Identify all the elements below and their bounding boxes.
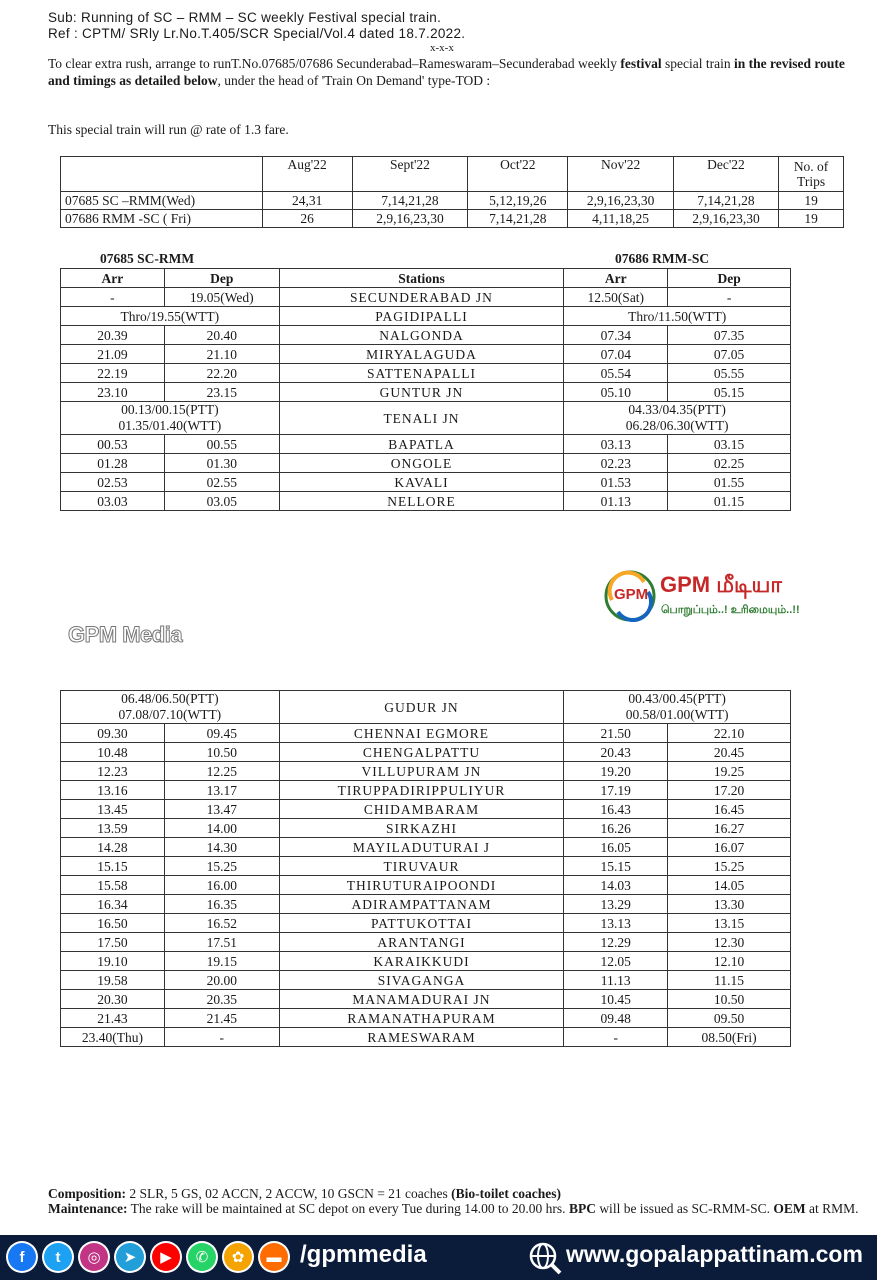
- arr-time-up: 21.50: [564, 724, 668, 743]
- arr-time-up: 15.15: [564, 857, 668, 876]
- station-name: KAVALI: [279, 473, 564, 492]
- dep-time-down: 14.30: [164, 838, 279, 857]
- dep-time-up: -: [668, 288, 791, 307]
- merged-time: 01.35/01.40(WTT): [118, 418, 222, 433]
- station-name: GUNTUR JN: [279, 383, 564, 402]
- timetable-row: [61, 435, 791, 454]
- maintenance-text2: will be issued as SC-RMM-SC.: [595, 1201, 774, 1216]
- footer-website[interactable]: www.gopalappattinam.com: [566, 1241, 863, 1267]
- dep-time-up: 15.25: [668, 857, 791, 876]
- col-arr: Arr: [564, 269, 668, 288]
- timetable-row: [61, 364, 791, 383]
- instagram-icon[interactable]: ◎: [80, 1243, 108, 1271]
- dep-time-up: 12.30: [668, 933, 791, 952]
- arr-time-down: 15.15: [61, 857, 165, 876]
- arr-time-down: 14.28: [61, 838, 165, 857]
- timetable-header-row: [61, 269, 791, 288]
- composition-label: Composition:: [48, 1186, 127, 1201]
- merged-time: 06.28/06.30(WTT): [625, 418, 729, 433]
- dep-time-up: 05.15: [668, 383, 791, 402]
- gpm-logo-letters: GPM: [614, 586, 649, 603]
- composition-text: 2 SLR, 5 GS, 02 ACCN, 2 ACCW, 10 GSCN = 21 coaches: [126, 1186, 452, 1201]
- arr-time-down: 13.59: [61, 819, 165, 838]
- station-name: GUDUR JN: [279, 691, 564, 724]
- col-dep: Dep: [668, 269, 791, 288]
- dep-time-down: 16.52: [164, 914, 279, 933]
- maintenance-oem: OEM: [773, 1201, 806, 1216]
- arr-time-down: 19.10: [61, 952, 165, 971]
- station-name: CHENGALPATTU: [279, 743, 564, 762]
- merged-time: 00.58/01.00(WTT): [625, 707, 729, 722]
- merged-time: 06.48/06.50(PTT): [121, 691, 219, 706]
- arr-time-down: 20.30: [61, 990, 165, 1009]
- train-label-up: 07686 RMM-SC: [615, 251, 710, 266]
- dep-time-up: 20.45: [668, 743, 791, 762]
- dep-time-down: 19.05(Wed): [164, 288, 279, 307]
- timetable-row: [61, 971, 791, 990]
- merged-time-cell: [61, 307, 280, 326]
- timetable-row: [61, 952, 791, 971]
- arr-time-down: 15.58: [61, 876, 165, 895]
- dep-time-up: 09.50: [668, 1009, 791, 1028]
- dep-time-down: 20.40: [164, 326, 279, 345]
- gpm-logo: [604, 570, 656, 622]
- arr-time-up: 13.29: [564, 895, 668, 914]
- merged-time: 00.13/00.15(PTT): [121, 402, 219, 417]
- dep-time-up: 16.45: [668, 800, 791, 819]
- maintenance-label: Maintenance:: [48, 1201, 128, 1216]
- station-name: RAMANATHAPURAM: [279, 1009, 564, 1028]
- timetable-row: [61, 876, 791, 895]
- merged-time-cell: [564, 691, 791, 724]
- arr-time-down: 10.48: [61, 743, 165, 762]
- dep-time-up: 03.15: [668, 435, 791, 454]
- dep-time-down: 15.25: [164, 857, 279, 876]
- arr-time-up: 07.34: [564, 326, 668, 345]
- arr-time-up: 11.13: [564, 971, 668, 990]
- timetable-row: [61, 819, 791, 838]
- schedule-table: [60, 156, 844, 228]
- arr-time-up: 01.53: [564, 473, 668, 492]
- merged-time: Thro/19.55(WTT): [120, 308, 220, 324]
- dep-time-down: 20.00: [164, 971, 279, 990]
- timetable-row: [61, 857, 791, 876]
- station-name: MIRYALAGUDA: [279, 345, 564, 364]
- timetable-row: [61, 691, 791, 724]
- arr-time-up: 01.13: [564, 492, 668, 511]
- arr-time-up: 09.48: [564, 1009, 668, 1028]
- schedule-cell: 2,9,16,23,30: [568, 192, 673, 210]
- train-label-down: 07685 SC-RMM: [100, 251, 195, 266]
- arr-time-up: 16.43: [564, 800, 668, 819]
- timetable-row: [61, 800, 791, 819]
- schedule-header-cell: [61, 157, 263, 192]
- arr-time-down: 17.50: [61, 933, 165, 952]
- arr-time-down: 19.58: [61, 971, 165, 990]
- timetable-part1: [60, 268, 791, 511]
- dep-time-up: 07.05: [668, 345, 791, 364]
- facebook-icon[interactable]: f: [8, 1243, 36, 1271]
- col-stations: Stations: [279, 269, 564, 288]
- timetable-row: [61, 990, 791, 1009]
- dep-time-up: 11.15: [668, 971, 791, 990]
- arr-time-down: 13.16: [61, 781, 165, 800]
- station-name: ARANTANGI: [279, 933, 564, 952]
- dep-time-up: 13.15: [668, 914, 791, 933]
- station-name: SATTENAPALLI: [279, 364, 564, 383]
- station-name: BAPATLA: [279, 435, 564, 454]
- timetable-row: [61, 1028, 791, 1047]
- gpm-brand: GPM மீடியா: [660, 572, 782, 597]
- footer-bar: [0, 1235, 877, 1280]
- dep-time-up: 13.30: [668, 895, 791, 914]
- merged-time-cell: [564, 402, 791, 435]
- dep-time-down: 12.25: [164, 762, 279, 781]
- arr-time-down: 16.34: [61, 895, 165, 914]
- dep-time-up: 16.27: [668, 819, 791, 838]
- timetable-row: [61, 402, 791, 435]
- dep-time-down: 14.00: [164, 819, 279, 838]
- intro-part-b: festival: [620, 56, 662, 71]
- chat-icon[interactable]: ▬: [260, 1243, 288, 1271]
- merged-time-cell: [564, 307, 791, 326]
- timetable-row: [61, 1009, 791, 1028]
- station-name: NELLORE: [279, 492, 564, 511]
- dep-time-down: 00.55: [164, 435, 279, 454]
- arr-time-up: -: [564, 1028, 668, 1047]
- schedule-cell: 7,14,21,28: [352, 192, 467, 210]
- separator: x-x-x: [430, 42, 454, 54]
- schedule-cell: 26: [262, 210, 352, 228]
- timetable-row: [61, 492, 791, 511]
- merged-time-cell: [61, 402, 280, 435]
- schedule-header-cell: Aug'22: [262, 157, 352, 192]
- timetable-row: [61, 473, 791, 492]
- merged-time: Thro/11.50(WTT): [628, 308, 727, 324]
- schedule-cell: 5,12,19,26: [468, 192, 568, 210]
- station-name: MAYILADUTURAI J: [279, 838, 564, 857]
- dep-time-down: 20.35: [164, 990, 279, 1009]
- dep-time-down: 19.15: [164, 952, 279, 971]
- merged-time: 04.33/04.35(PTT): [628, 402, 726, 417]
- composition-note: [48, 1186, 863, 1216]
- dep-time-up: 19.25: [668, 762, 791, 781]
- station-name: TENALI JN: [279, 402, 564, 435]
- arr-time-up: 16.26: [564, 819, 668, 838]
- schedule-header-cell: Dec'22: [673, 157, 778, 192]
- youtube-icon[interactable]: ▶: [152, 1243, 180, 1271]
- dep-time-down: 13.17: [164, 781, 279, 800]
- arr-time-down: 20.39: [61, 326, 165, 345]
- station-name: PATTUKOTTAI: [279, 914, 564, 933]
- arr-time-down: 00.53: [61, 435, 165, 454]
- schedule-cell: 24,31: [262, 192, 352, 210]
- arr-time-down: 02.53: [61, 473, 165, 492]
- intro-part-c: special train: [661, 56, 734, 71]
- station-name: TIRUVAUR: [279, 857, 564, 876]
- dep-time-up: 05.55: [668, 364, 791, 383]
- schedule-cell: 7,14,21,28: [673, 192, 778, 210]
- timetable-row: [61, 914, 791, 933]
- timetable-part2: [60, 690, 791, 1047]
- dep-time-up: 17.20: [668, 781, 791, 800]
- letter-reference: Ref : CPTM/ SRly Lr.No.T.405/SCR Special/Vol.4 dated 18.7.2022.: [48, 26, 466, 41]
- arr-time-up: 17.19: [564, 781, 668, 800]
- arr-time-up: 13.13: [564, 914, 668, 933]
- station-name: MANAMADURAI JN: [279, 990, 564, 1009]
- station-name: SIVAGANGA: [279, 971, 564, 990]
- station-name: ONGOLE: [279, 454, 564, 473]
- arr-time-down: 01.28: [61, 454, 165, 473]
- timetable-row: [61, 724, 791, 743]
- apps-icon[interactable]: ✿: [224, 1243, 252, 1271]
- dep-time-down: 01.30: [164, 454, 279, 473]
- schedule-header-cell: Oct'22: [468, 157, 568, 192]
- schedule-cell: 07686 RMM -SC ( Fri): [61, 210, 263, 228]
- dep-time-down: -: [164, 1028, 279, 1047]
- maintenance-text: The rake will be maintained at SC depot on every Tue during 14.00 to 20.00 hrs.: [127, 1201, 569, 1216]
- dep-time-down: 23.15: [164, 383, 279, 402]
- timetable-row: [61, 307, 791, 326]
- station-name: VILLUPURAM JN: [279, 762, 564, 781]
- station-name: TIRUPPADIRIPPULIYUR: [279, 781, 564, 800]
- intro-part-a: To clear extra rush, arrange to runT.No.07685/07686 Secunderabad–Rameswaram–Secunderabad weekly: [48, 56, 621, 71]
- dep-time-down: 02.55: [164, 473, 279, 492]
- timetable-row: [61, 326, 791, 345]
- timetable-row: [61, 838, 791, 857]
- dep-time-up: 01.55: [668, 473, 791, 492]
- arr-time-up: 10.45: [564, 990, 668, 1009]
- dep-time-up: 12.10: [668, 952, 791, 971]
- timetable-row: [61, 288, 791, 307]
- schedule-cell: 2,9,16,23,30: [673, 210, 778, 228]
- dep-time-down: 21.10: [164, 345, 279, 364]
- station-name: KARAIKKUDI: [279, 952, 564, 971]
- timetable-row: [61, 454, 791, 473]
- arr-time-down: 21.43: [61, 1009, 165, 1028]
- timetable-row: [61, 345, 791, 364]
- station-name: NALGONDA: [279, 326, 564, 345]
- arr-time-up: 03.13: [564, 435, 668, 454]
- arr-time-down: 09.30: [61, 724, 165, 743]
- arr-time-up: 12.29: [564, 933, 668, 952]
- dep-time-down: 03.05: [164, 492, 279, 511]
- station-name: SIRKAZHI: [279, 819, 564, 838]
- station-name: PAGIDIPALLI: [279, 307, 564, 326]
- station-name: SECUNDERABAD JN: [279, 288, 564, 307]
- dep-time-down: 10.50: [164, 743, 279, 762]
- arr-time-up: 02.23: [564, 454, 668, 473]
- arr-time-up: 20.43: [564, 743, 668, 762]
- timetable-row: [61, 762, 791, 781]
- dep-time-down: 22.20: [164, 364, 279, 383]
- arr-time-down: 23.40(Thu): [61, 1028, 165, 1047]
- intro-part-e: , under the head of 'Train On Demand' type-TOD :: [217, 73, 491, 88]
- letter-subject: Sub: Running of SC – RMM – SC weekly Festival special train.: [48, 10, 442, 25]
- arr-time-up: 12.05: [564, 952, 668, 971]
- arr-time-down: 12.23: [61, 762, 165, 781]
- station-name: CHENNAI EGMORE: [279, 724, 564, 743]
- arr-time-up: 16.05: [564, 838, 668, 857]
- whatsapp-icon[interactable]: ✆: [188, 1243, 216, 1271]
- arr-time-down: -: [61, 288, 165, 307]
- arr-time-down: 23.10: [61, 383, 165, 402]
- dep-time-up: 22.10: [668, 724, 791, 743]
- schedule-row: [61, 210, 844, 228]
- dep-time-up: 01.15: [668, 492, 791, 511]
- dep-time-up: 08.50(Fri): [668, 1028, 791, 1047]
- arr-time-up: 19.20: [564, 762, 668, 781]
- dep-time-down: 09.45: [164, 724, 279, 743]
- station-name: RAMESWARAM: [279, 1028, 564, 1047]
- timetable-row: [61, 781, 791, 800]
- arr-time-down: 22.19: [61, 364, 165, 383]
- footer-handle[interactable]: /gpmmedia: [300, 1241, 427, 1268]
- schedule-cell: 2,9,16,23,30: [352, 210, 467, 228]
- col-arr: Arr: [61, 269, 165, 288]
- dep-time-down: 13.47: [164, 800, 279, 819]
- dep-time-up: 02.25: [668, 454, 791, 473]
- dep-time-up: 07.35: [668, 326, 791, 345]
- arr-time-down: 03.03: [61, 492, 165, 511]
- dep-time-down: 21.45: [164, 1009, 279, 1028]
- arr-time-up: 12.50(Sat): [564, 288, 668, 307]
- schedule-header-cell: Sept'22: [352, 157, 467, 192]
- dep-time-up: 14.05: [668, 876, 791, 895]
- fare-note: This special train will run @ rate of 1.3 fare.: [48, 122, 289, 137]
- arr-time-up: 05.54: [564, 364, 668, 383]
- merged-time-cell: [61, 691, 280, 724]
- station-name: THIRUTURAIPOONDI: [279, 876, 564, 895]
- timetable-row: [61, 895, 791, 914]
- gpm-tagline: பொறுப்பும்..! உரிமையும்..!!: [661, 604, 800, 616]
- station-name: ADIRAMPATTANAM: [279, 895, 564, 914]
- arr-time-up: 14.03: [564, 876, 668, 895]
- intro-paragraph: [48, 55, 858, 89]
- schedule-row: [61, 192, 844, 210]
- dep-time-up: 16.07: [668, 838, 791, 857]
- schedule-header-cell: No. of Trips: [779, 157, 844, 192]
- arr-time-down: 21.09: [61, 345, 165, 364]
- telegram-icon[interactable]: ➤: [116, 1243, 144, 1271]
- schedule-cell: 07685 SC –RMM(Wed): [61, 192, 263, 210]
- arr-time-down: 13.45: [61, 800, 165, 819]
- dep-time-down: 17.51: [164, 933, 279, 952]
- timetable-row: [61, 383, 791, 402]
- timetable-row: [61, 933, 791, 952]
- arr-time-up: 05.10: [564, 383, 668, 402]
- merged-time: 07.08/07.10(WTT): [118, 707, 222, 722]
- composition-bold: (Bio-toilet coaches): [451, 1186, 561, 1201]
- arr-time-up: 07.04: [564, 345, 668, 364]
- schedule-header-row: [61, 157, 844, 192]
- dep-time-up: 10.50: [668, 990, 791, 1009]
- schedule-header-cell: Nov'22: [568, 157, 673, 192]
- schedule-cell: 19: [779, 192, 844, 210]
- schedule-cell: 7,14,21,28: [468, 210, 568, 228]
- timetable-row: [61, 743, 791, 762]
- maintenance-bpc: BPC: [568, 1201, 596, 1216]
- dep-time-down: 16.35: [164, 895, 279, 914]
- twitter-icon[interactable]: t: [44, 1243, 72, 1271]
- schedule-cell: 4,11,18,25: [568, 210, 673, 228]
- dep-time-down: 16.00: [164, 876, 279, 895]
- arr-time-down: 16.50: [61, 914, 165, 933]
- watermark-text: GPM Media: [68, 622, 183, 647]
- col-dep: Dep: [164, 269, 279, 288]
- station-name: CHIDAMBARAM: [279, 800, 564, 819]
- schedule-cell: 19: [779, 210, 844, 228]
- intro-part-d: in the revised route and timings as detailed below: [48, 56, 845, 88]
- merged-time: 00.43/00.45(PTT): [628, 691, 726, 706]
- maintenance-text3: at RMM.: [805, 1201, 859, 1216]
- globe-icon: [528, 1241, 562, 1275]
